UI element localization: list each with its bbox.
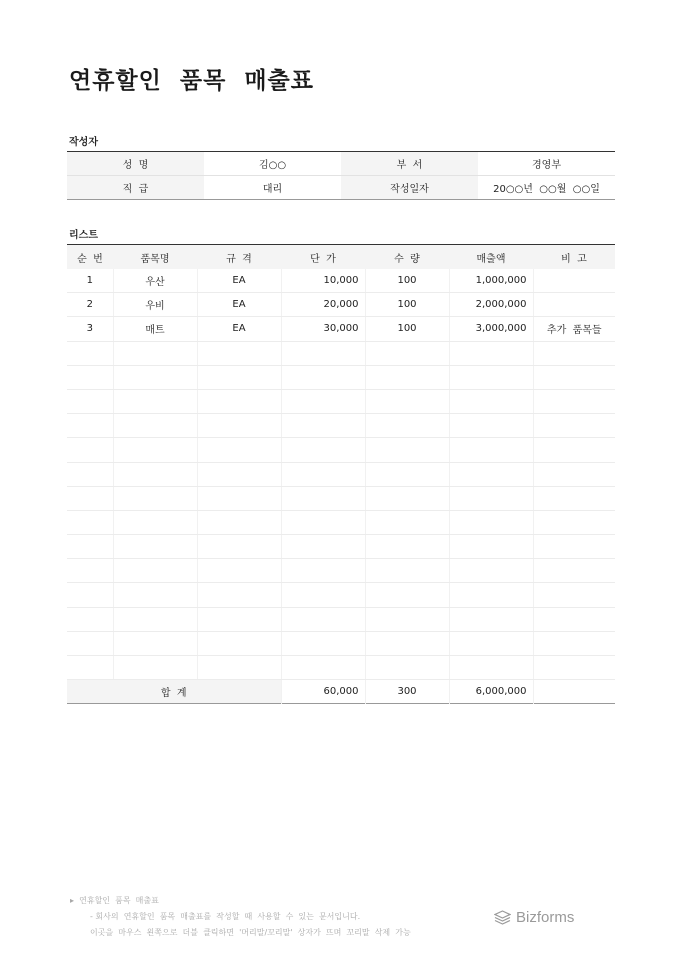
empty-cell[interactable]	[197, 341, 281, 365]
empty-cell[interactable]	[281, 389, 365, 413]
empty-cell[interactable]	[365, 389, 449, 413]
empty-cell[interactable]	[113, 535, 197, 559]
empty-cell[interactable]	[113, 341, 197, 365]
empty-cell[interactable]	[197, 462, 281, 486]
table-row	[67, 317, 615, 341]
empty-cell[interactable]	[449, 583, 533, 607]
empty-cell[interactable]	[67, 414, 113, 438]
empty-cell[interactable]	[281, 486, 365, 510]
empty-cell[interactable]	[197, 510, 281, 534]
empty-cell[interactable]	[281, 535, 365, 559]
cell-spec[interactable]: EA	[197, 317, 281, 341]
cell-number[interactable]: 3	[67, 317, 113, 341]
empty-cell[interactable]	[365, 559, 449, 583]
empty-cell[interactable]	[197, 631, 281, 655]
table-header-row	[67, 245, 615, 270]
empty-cell[interactable]	[197, 486, 281, 510]
empty-table-row	[67, 341, 615, 365]
empty-cell[interactable]	[281, 341, 365, 365]
cell-sales[interactable]: 2,000,000	[449, 293, 533, 317]
author-section-label: 작성자	[69, 137, 98, 148]
empty-cell[interactable]	[449, 462, 533, 486]
total-row	[67, 680, 615, 704]
empty-cell[interactable]	[67, 510, 113, 534]
empty-cell[interactable]	[281, 656, 365, 680]
cell-item-name[interactable]: 우산	[113, 269, 197, 293]
empty-cell[interactable]	[113, 389, 197, 413]
empty-cell[interactable]	[449, 414, 533, 438]
empty-table-row	[67, 365, 615, 389]
empty-cell[interactable]	[67, 486, 113, 510]
empty-cell[interactable]	[281, 438, 365, 462]
position-value[interactable]: 대리	[262, 184, 283, 195]
empty-cell[interactable]	[365, 462, 449, 486]
empty-cell[interactable]	[113, 486, 197, 510]
empty-cell[interactable]	[197, 583, 281, 607]
empty-cell[interactable]	[365, 583, 449, 607]
empty-cell[interactable]	[533, 341, 615, 365]
position-label: 직 급	[67, 176, 204, 200]
empty-cell[interactable]	[533, 656, 615, 680]
empty-cell[interactable]	[449, 510, 533, 534]
brand-name: Bizforms	[516, 909, 575, 926]
empty-cell[interactable]	[197, 656, 281, 680]
department-value[interactable]: 경영부	[478, 152, 615, 176]
empty-cell[interactable]	[67, 631, 113, 655]
cell-sales[interactable]: 1,000,000	[449, 269, 533, 293]
empty-cell[interactable]	[533, 535, 615, 559]
empty-cell[interactable]	[197, 414, 281, 438]
empty-cell[interactable]	[197, 365, 281, 389]
name-label: 성 명	[67, 152, 204, 176]
table-row	[67, 293, 615, 317]
empty-cell[interactable]	[113, 438, 197, 462]
cell-quantity[interactable]: 100	[365, 269, 449, 293]
cell-item-name[interactable]: 매트	[113, 317, 197, 341]
empty-cell[interactable]	[281, 559, 365, 583]
empty-cell[interactable]	[449, 656, 533, 680]
empty-cell[interactable]	[113, 510, 197, 534]
empty-cell[interactable]	[113, 583, 197, 607]
total-unit-price[interactable]: 60,000	[281, 680, 365, 704]
empty-cell[interactable]	[533, 389, 615, 413]
empty-cell[interactable]	[533, 414, 615, 438]
empty-cell[interactable]	[113, 365, 197, 389]
date-label: 작성일자	[341, 176, 478, 200]
empty-cell[interactable]	[533, 365, 615, 389]
empty-table-row	[67, 607, 615, 631]
cell-unit-price[interactable]: 10,000	[281, 269, 365, 293]
empty-cell[interactable]	[197, 535, 281, 559]
empty-table-row	[67, 414, 615, 438]
empty-cell[interactable]	[67, 341, 113, 365]
empty-cell[interactable]	[365, 438, 449, 462]
total-note[interactable]	[533, 680, 615, 704]
footer-hint: 이곳을 마우스 왼쪽으로 더블 클릭하면 '머리말/꼬리말' 상자가 뜨며 꼬리말 삭제 가능	[90, 928, 411, 937]
empty-cell[interactable]	[281, 462, 365, 486]
cell-number[interactable]: 1	[67, 269, 113, 293]
empty-table-row	[67, 510, 615, 534]
bizforms-logo-icon	[494, 910, 511, 925]
empty-cell[interactable]	[533, 607, 615, 631]
empty-cell[interactable]	[67, 607, 113, 631]
empty-cell[interactable]	[67, 535, 113, 559]
empty-cell[interactable]	[365, 631, 449, 655]
empty-cell[interactable]	[533, 486, 615, 510]
empty-cell[interactable]	[533, 559, 615, 583]
cell-quantity[interactable]: 100	[365, 317, 449, 341]
empty-cell[interactable]	[365, 607, 449, 631]
cell-number[interactable]: 2	[67, 293, 113, 317]
brand-logo	[494, 909, 574, 926]
name-value[interactable]: 김○○	[204, 152, 341, 176]
list-section-label: 리스트	[69, 230, 98, 241]
empty-cell[interactable]	[449, 535, 533, 559]
author-info-table	[67, 151, 615, 200]
empty-cell[interactable]	[113, 414, 197, 438]
header-item-name: 품목명	[113, 245, 197, 270]
empty-cell[interactable]	[449, 389, 533, 413]
cell-quantity[interactable]: 100	[365, 293, 449, 317]
sales-list-table	[67, 244, 615, 704]
cell-note[interactable]	[533, 293, 615, 317]
empty-cell[interactable]	[281, 583, 365, 607]
author-row	[67, 152, 615, 176]
empty-cell[interactable]	[67, 559, 113, 583]
cell-note[interactable]	[533, 269, 615, 293]
empty-cell[interactable]	[197, 389, 281, 413]
empty-cell[interactable]	[113, 656, 197, 680]
total-sales[interactable]: 6,000,000	[449, 680, 533, 704]
empty-cell[interactable]	[113, 607, 197, 631]
empty-cell[interactable]	[365, 365, 449, 389]
empty-cell[interactable]	[533, 438, 615, 462]
empty-cell[interactable]	[449, 607, 533, 631]
header-sales: 매출액	[449, 245, 533, 270]
empty-cell[interactable]	[67, 365, 113, 389]
empty-cell[interactable]	[281, 631, 365, 655]
author-row	[67, 176, 615, 200]
empty-cell[interactable]	[449, 341, 533, 365]
header-number: 순 번	[67, 245, 113, 270]
empty-table-row	[67, 583, 615, 607]
empty-cell[interactable]	[365, 414, 449, 438]
page-title: 연휴할인 품목 매출표	[69, 68, 314, 94]
empty-cell[interactable]	[365, 510, 449, 534]
cell-spec[interactable]: EA	[197, 293, 281, 317]
cell-note[interactable]: 추가 품목들	[533, 317, 615, 341]
header-unit-price: 단 가	[281, 245, 365, 270]
empty-cell[interactable]	[365, 535, 449, 559]
header-note: 비 고	[533, 245, 615, 270]
empty-cell[interactable]	[449, 486, 533, 510]
empty-cell[interactable]	[197, 607, 281, 631]
cell-spec[interactable]: EA	[197, 269, 281, 293]
empty-cell[interactable]	[533, 631, 615, 655]
footer-title: ▸ 연휴할인 품목 매출표	[70, 896, 159, 905]
cell-sales[interactable]: 3,000,000	[449, 317, 533, 341]
page-footer[interactable]	[70, 893, 411, 941]
footer-description: - 회사의 연휴할인 품목 매출표를 작성할 때 사용할 수 있는 문서입니다.	[90, 912, 361, 921]
empty-cell[interactable]	[67, 656, 113, 680]
empty-cell[interactable]	[281, 365, 365, 389]
table-row	[67, 269, 615, 293]
empty-cell[interactable]	[67, 438, 113, 462]
empty-cell[interactable]	[365, 341, 449, 365]
empty-cell[interactable]	[449, 438, 533, 462]
empty-table-row	[67, 535, 615, 559]
empty-cell[interactable]	[533, 510, 615, 534]
cell-item-name[interactable]: 우비	[113, 293, 197, 317]
empty-cell[interactable]	[533, 462, 615, 486]
empty-table-row	[67, 438, 615, 462]
empty-cell[interactable]	[197, 438, 281, 462]
empty-cell[interactable]	[67, 462, 113, 486]
empty-cell[interactable]	[197, 559, 281, 583]
empty-cell[interactable]	[67, 583, 113, 607]
empty-cell[interactable]	[281, 414, 365, 438]
empty-table-row	[67, 486, 615, 510]
empty-table-row	[67, 462, 615, 486]
empty-table-row	[67, 559, 615, 583]
date-value[interactable]: 20○○년 ○○월 ○○일	[493, 184, 600, 195]
empty-table-row	[67, 389, 615, 413]
empty-cell[interactable]	[113, 462, 197, 486]
department-label: 부 서	[341, 152, 478, 176]
cell-unit-price[interactable]: 30,000	[281, 317, 365, 341]
empty-cell[interactable]	[365, 486, 449, 510]
empty-cell[interactable]	[281, 510, 365, 534]
cell-unit-price[interactable]: 20,000	[281, 293, 365, 317]
empty-cell[interactable]	[365, 656, 449, 680]
empty-table-row	[67, 656, 615, 680]
empty-cell[interactable]	[113, 631, 197, 655]
empty-cell[interactable]	[449, 559, 533, 583]
header-spec: 규 격	[197, 245, 281, 270]
empty-cell[interactable]	[449, 365, 533, 389]
empty-cell[interactable]	[67, 389, 113, 413]
total-quantity[interactable]: 300	[365, 680, 449, 704]
empty-cell[interactable]	[533, 583, 615, 607]
empty-table-row	[67, 631, 615, 655]
total-label: 합 계	[67, 680, 281, 704]
empty-cell[interactable]	[449, 631, 533, 655]
empty-cell[interactable]	[113, 559, 197, 583]
header-quantity: 수 량	[365, 245, 449, 270]
empty-cell[interactable]	[281, 607, 365, 631]
